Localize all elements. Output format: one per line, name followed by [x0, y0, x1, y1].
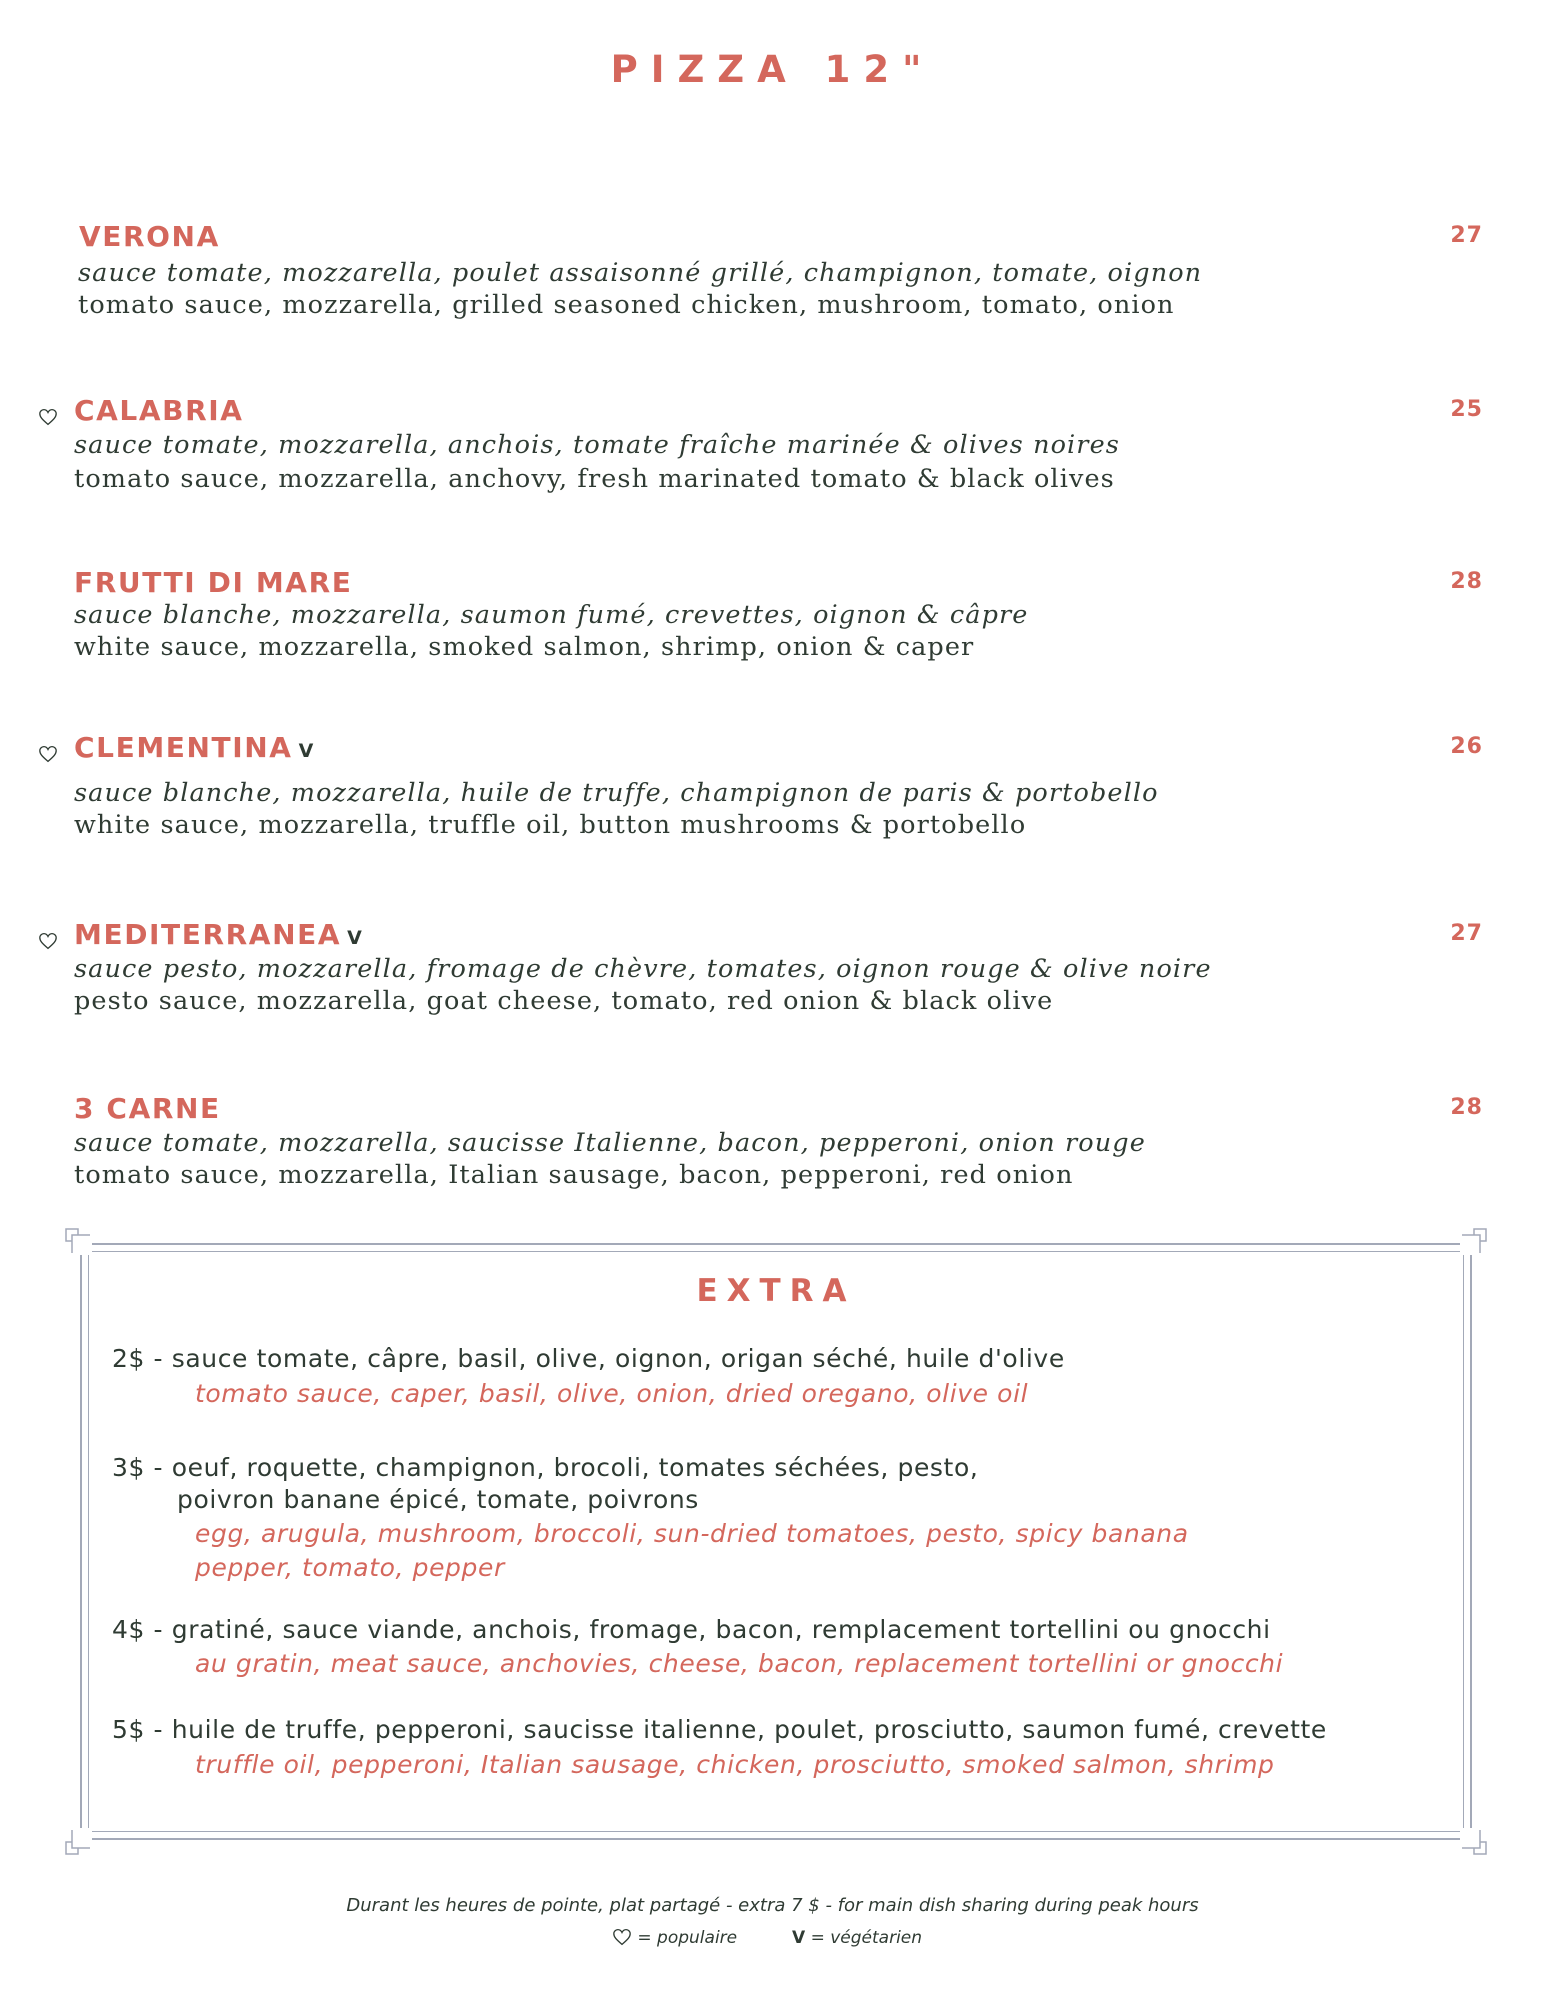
item-price: 26: [1450, 734, 1483, 759]
corner-ornament-top-right: [1460, 1227, 1488, 1255]
item-name: [74, 918, 362, 951]
legend-popular-label: = populaire: [637, 1928, 738, 1948]
item-name: 3 CARNE: [74, 1092, 221, 1125]
extra-3-en-line2: pepper, tomato, pepper: [195, 1553, 505, 1582]
corner-ornament-bottom-left: [64, 1828, 92, 1856]
extra-5-en: truffle oil, pepperoni, Italian sausage, chicken, prosciutto, smoked salmon, shrimp: [195, 1750, 1275, 1779]
footer-note: Durant les heures de pointe, plat partagé - extra 7 $ - for main dish sharing during peak hours: [346, 1895, 1199, 1916]
extra-5-fr: 5$ - huile de truffe, pepperoni, saucisse italienne, poulet, prosciutto, saumon fumé, crevette: [112, 1715, 1327, 1744]
corner-ornament-top-left: [64, 1227, 92, 1255]
item-price: 28: [1450, 569, 1483, 594]
item-price: 28: [1450, 1095, 1483, 1120]
legend-veg-label: = végétarien: [810, 1928, 923, 1948]
item-description-en: white sauce, mozzarella, smoked salmon, shrimp, onion & caper: [74, 632, 975, 662]
legend-popular: [612, 1928, 737, 1948]
legend-veg-symbol: V: [792, 1928, 806, 1948]
item-name: VERONA: [79, 220, 220, 253]
extra-4-fr: 4$ - gratiné, sauce viande, anchois, fromage, bacon, remplacement tortellini ou gnocchi: [112, 1615, 1271, 1644]
vegetarian-badge: V: [347, 927, 362, 949]
item-price: 25: [1450, 397, 1483, 422]
heart-icon: [38, 408, 58, 426]
item-description-fr: sauce tomate, mozzarella, poulet assaisonné grillé, champignon, tomate, oignon: [78, 258, 1203, 288]
item-description-fr: sauce pesto, mozzarella, fromage de chèvre, tomates, oignon rouge & olive noire: [74, 954, 1212, 984]
heart-icon: [38, 745, 58, 763]
extra-2-fr: 2$ - sauce tomate, câpre, basil, olive, oignon, origan séché, huile d'olive: [112, 1344, 1065, 1373]
extra-4-en: au gratin, meat sauce, anchovies, cheese, bacon, replacement tortellini or gnocchi: [195, 1649, 1284, 1678]
item-description-fr: sauce tomate, mozzarella, saucisse Italienne, bacon, pepperoni, onion rouge: [74, 1128, 1146, 1158]
item-description-fr: sauce blanche, mozzarella, saumon fumé, crevettes, oignon & câpre: [74, 600, 1029, 630]
item-name: FRUTTI DI MARE: [74, 566, 353, 599]
extra-3-fr-line2: poivron banane épicé, tomate, poivrons: [177, 1485, 699, 1514]
item-description-fr: sauce tomate, mozzarella, anchois, tomate fraîche marinée & olives noires: [74, 430, 1120, 460]
item-price: 27: [1450, 223, 1483, 248]
corner-ornament-bottom-right: [1460, 1828, 1488, 1856]
extra-title: EXTRA: [696, 1273, 856, 1309]
heart-icon: [38, 932, 58, 950]
item-description-en: white sauce, mozzarella, truffle oil, button mushrooms & portobello: [74, 810, 1027, 840]
page-title: PIZZA 12": [610, 48, 935, 91]
heart-icon: [612, 1928, 632, 1946]
item-name-text: CLEMENTINA: [74, 731, 293, 764]
item-name: [74, 731, 313, 764]
item-description-en: tomato sauce, mozzarella, anchovy, fresh marinated tomato & black olives: [74, 464, 1115, 494]
legend-vegetarian: [792, 1928, 922, 1948]
item-description-en: tomato sauce, mozzarella, grilled seasoned chicken, mushroom, tomato, onion: [78, 290, 1175, 320]
extra-box: [80, 1243, 1472, 1840]
extra-2-en: tomato sauce, caper, basil, olive, onion, dried oregano, olive oil: [195, 1379, 1029, 1408]
extra-3-en-line1: egg, arugula, mushroom, broccoli, sun-dried tomatoes, pesto, spicy banana: [195, 1519, 1189, 1548]
item-name: CALABRIA: [74, 394, 244, 427]
item-description-en: pesto sauce, mozzarella, goat cheese, tomato, red onion & black olive: [74, 986, 1054, 1016]
extra-3-fr-line1: 3$ - oeuf, roquette, champignon, brocoli, tomates séchées, pesto,: [112, 1453, 979, 1482]
vegetarian-badge: V: [298, 740, 314, 762]
item-description-en: tomato sauce, mozzarella, Italian sausage, bacon, pepperoni, red onion: [74, 1160, 1074, 1190]
item-description-fr: sauce blanche, mozzarella, huile de truffe, champignon de paris & portobello: [74, 778, 1159, 808]
item-price: 27: [1450, 921, 1483, 946]
item-name-text: MEDITERRANEA: [74, 918, 342, 951]
